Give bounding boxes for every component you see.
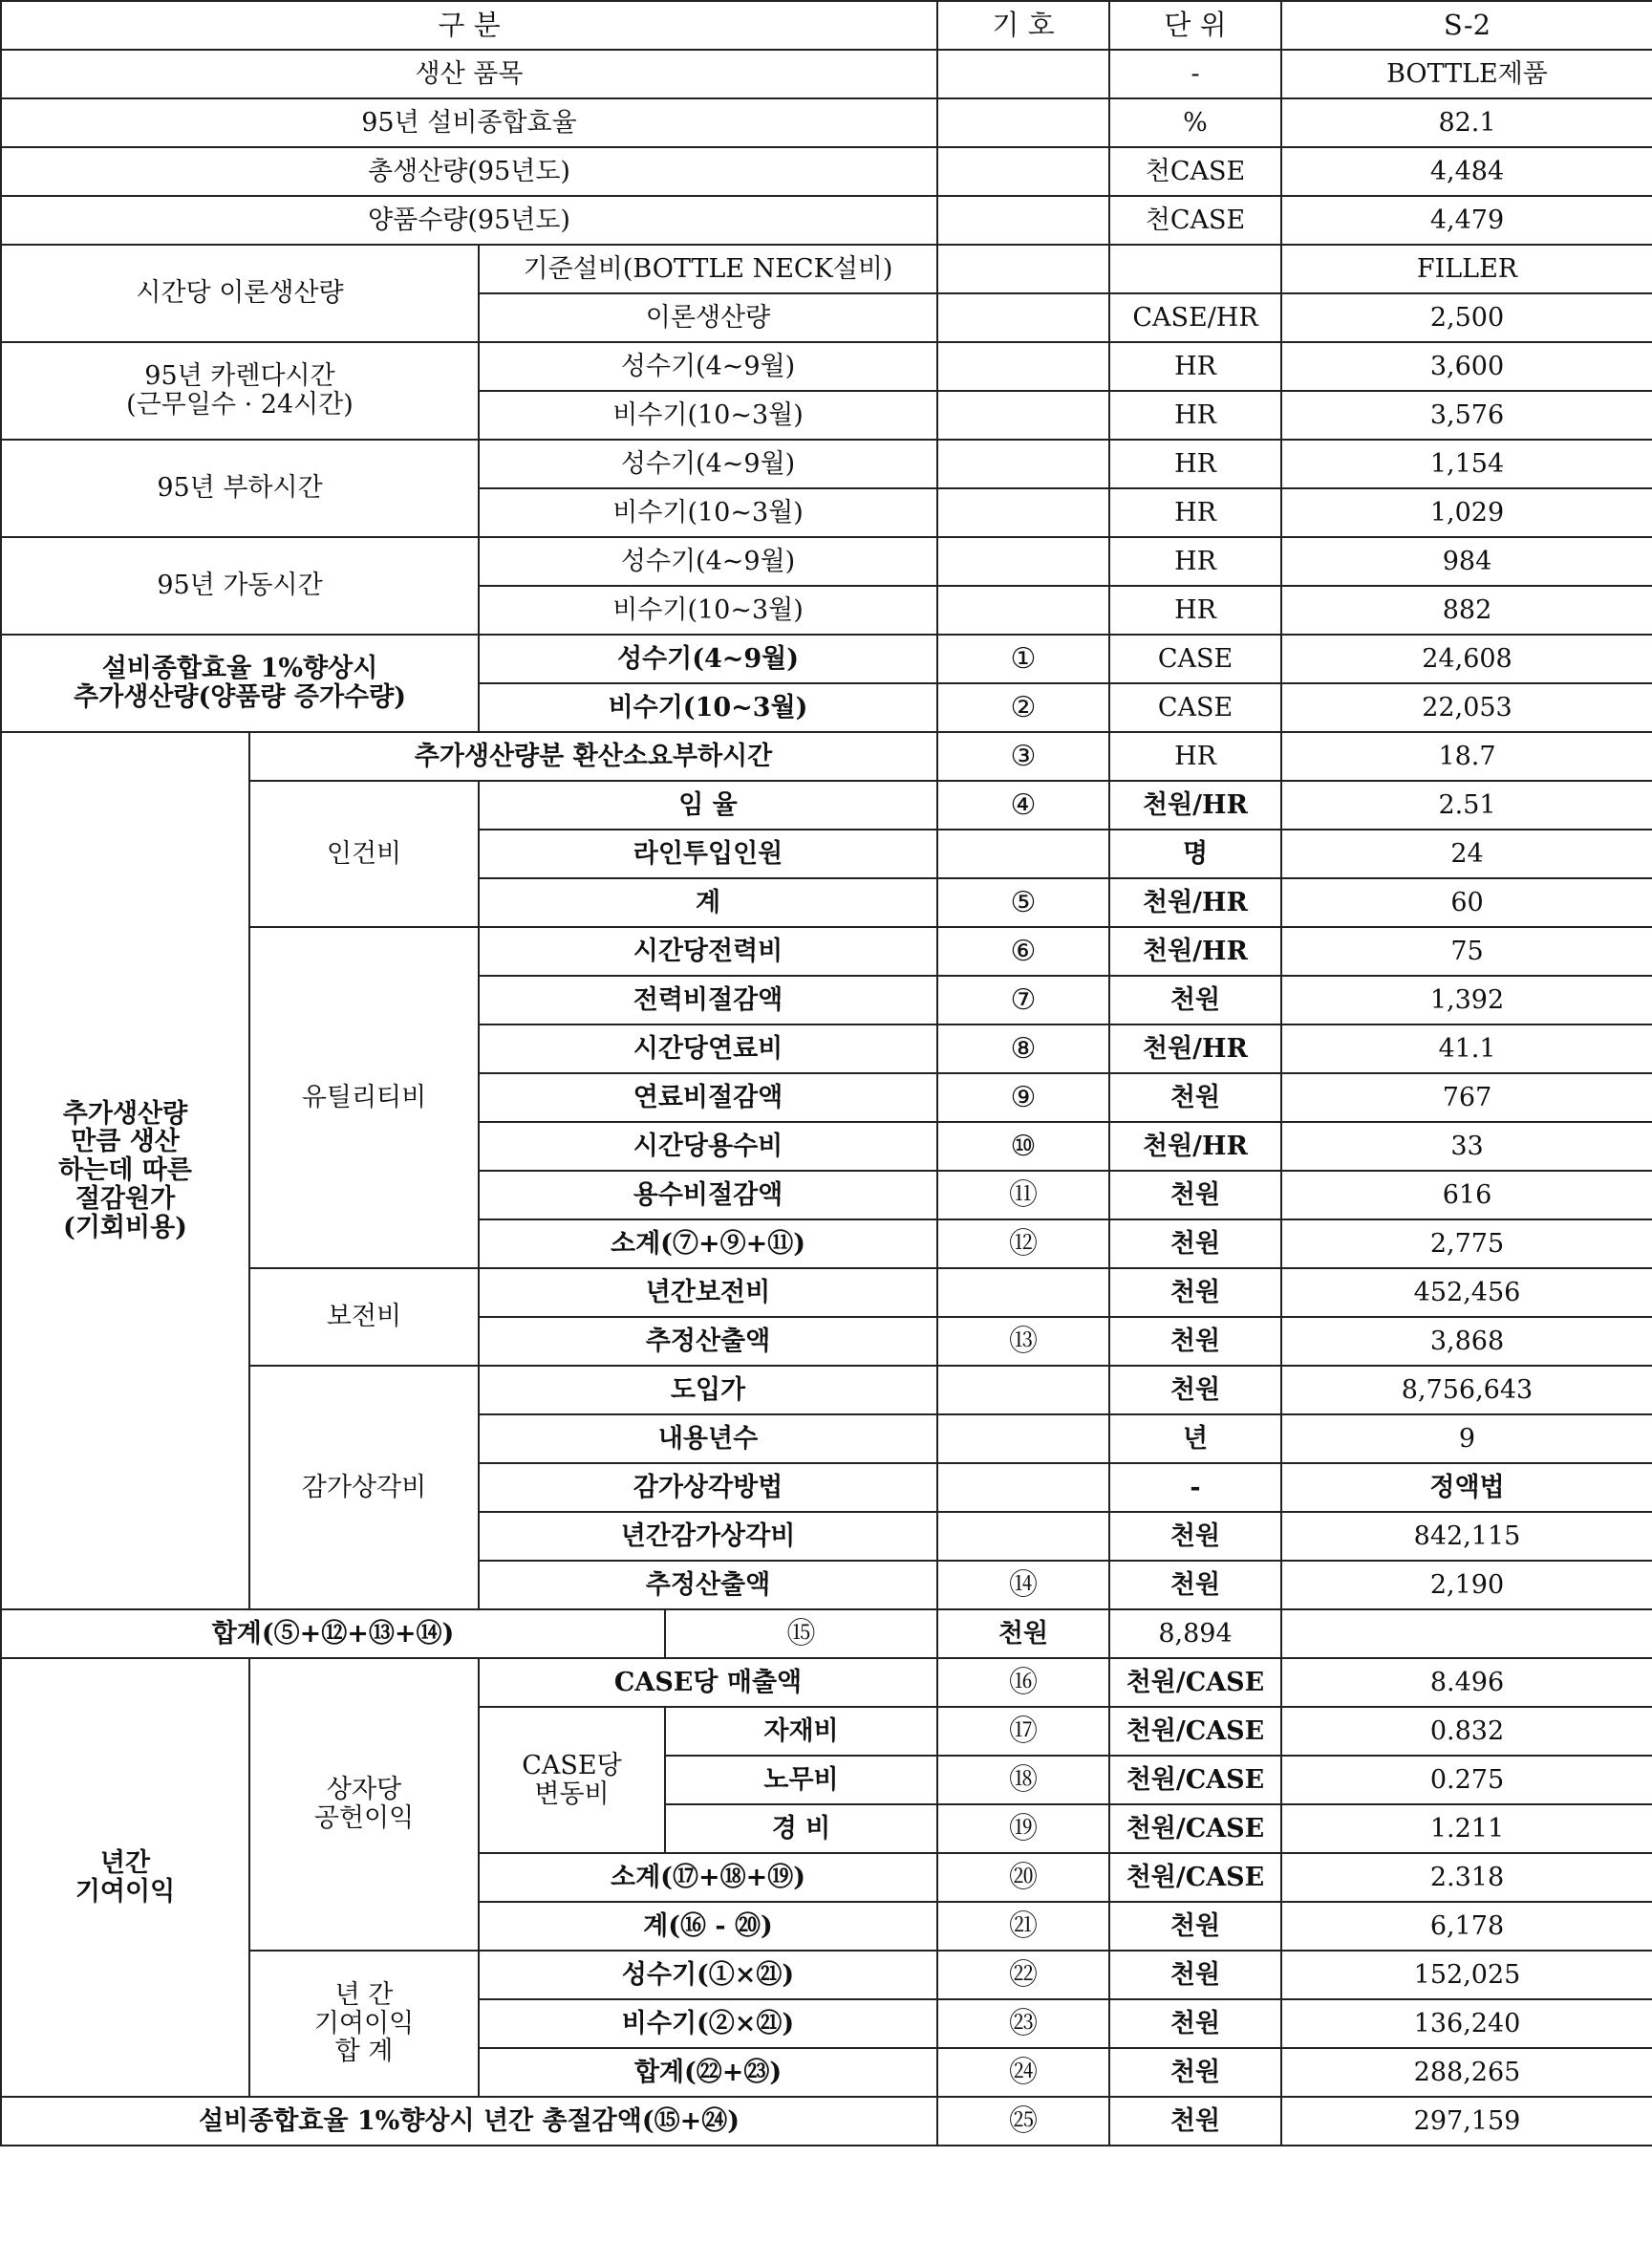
row-label: 용수비절감액: [479, 1171, 937, 1219]
row-symbol: [937, 50, 1109, 98]
table-row: [1, 342, 1652, 391]
header-category: 구 분: [1, 1, 937, 50]
row-value: 452,456: [1281, 1268, 1652, 1317]
table-row: [1, 927, 1652, 976]
row-unit: 천원/CASE: [1109, 1804, 1281, 1853]
row-unit: HR: [1109, 537, 1281, 586]
table-row: [1, 440, 1652, 488]
group-label: [1, 635, 479, 732]
row-label: 성수기(4~9월): [479, 342, 937, 391]
row-label: 비수기(②×㉑): [479, 1999, 937, 2048]
row-label: 비수기(10~3월): [479, 586, 937, 635]
row-value: 4,479: [1281, 196, 1652, 245]
row-unit: 천원: [1109, 1999, 1281, 2048]
row-value: 22,053: [1281, 683, 1652, 732]
row-unit: 천원/CASE: [1109, 1853, 1281, 1902]
group-label-line: 년 간: [334, 1979, 394, 2010]
row-label: 성수기(4~9월): [479, 537, 937, 586]
row-unit: [1109, 245, 1281, 293]
row-symbol: ⑮: [665, 1609, 937, 1658]
row-unit: 천원/CASE: [1109, 1658, 1281, 1707]
table-row: [1, 732, 1652, 781]
row-symbol: [937, 1268, 1109, 1317]
row-value: FILLER: [1281, 245, 1652, 293]
table-row: [1, 635, 1652, 683]
row-label: 년간보전비: [479, 1268, 937, 1317]
row-value: 1,029: [1281, 488, 1652, 537]
row-unit: %: [1109, 98, 1281, 147]
row-value: 정액법: [1281, 1463, 1652, 1512]
row-unit: 천원: [1109, 2097, 1281, 2146]
row-value: 0.275: [1281, 1756, 1652, 1804]
group-label-line: 년간: [99, 1847, 151, 1878]
row-unit: 천원: [937, 1609, 1109, 1658]
row-unit: 천원: [1109, 1561, 1281, 1609]
row-unit: 년: [1109, 1414, 1281, 1463]
row-unit: HR: [1109, 440, 1281, 488]
header-row: [1, 1, 1652, 50]
table-row: [1, 50, 1652, 98]
row-value: 60: [1281, 878, 1652, 927]
variable-cost-group-label: [479, 1707, 665, 1853]
row-value: 0.832: [1281, 1707, 1652, 1756]
row-value: 75: [1281, 927, 1652, 976]
row-symbol: [937, 488, 1109, 537]
row-unit: 천원/HR: [1109, 878, 1281, 927]
row-symbol: ㉓: [937, 1999, 1109, 2048]
group-label: 95년 가동시간: [1, 537, 479, 635]
savings-sum-label: 합계(⑤+⑫+⑬+⑭): [1, 1609, 665, 1658]
row-label: 소계(⑦+⑨+⑪): [479, 1219, 937, 1268]
row-unit: 명: [1109, 830, 1281, 878]
row-unit: 천원: [1109, 2048, 1281, 2097]
row-label: 계: [479, 878, 937, 927]
group-label-line: 추가생산량(양품량 증가수량): [74, 682, 406, 712]
row-label: 추정산출액: [479, 1317, 937, 1366]
row-unit: 천원: [1109, 1171, 1281, 1219]
row-symbol: ⑩: [937, 1122, 1109, 1171]
row-value: 1,154: [1281, 440, 1652, 488]
row-value: 18.7: [1281, 732, 1652, 781]
row-unit: 천원: [1109, 1951, 1281, 1999]
row-symbol: ⑲: [937, 1804, 1109, 1853]
row-value: 1.211: [1281, 1804, 1652, 1853]
row-symbol: ④: [937, 781, 1109, 830]
row-symbol: [937, 196, 1109, 245]
row-symbol: ⑭: [937, 1561, 1109, 1609]
row-value: 2.318: [1281, 1853, 1652, 1902]
row-unit: HR: [1109, 732, 1281, 781]
row-label: 감가상각방법: [479, 1463, 937, 1512]
row-symbol: [937, 98, 1109, 147]
row-unit: -: [1109, 50, 1281, 98]
row-unit: HR: [1109, 391, 1281, 440]
table-row: [1, 147, 1652, 196]
row-label: 비수기(10~3월): [479, 488, 937, 537]
row-label: 기준설비(BOTTLE NECK설비): [479, 245, 937, 293]
row-label: 비수기(10~3월): [479, 683, 937, 732]
row-symbol: ⑧: [937, 1024, 1109, 1073]
row-symbol: ⑳: [937, 1853, 1109, 1902]
row-unit: 천원: [1109, 976, 1281, 1024]
row-unit: 천원: [1109, 1902, 1281, 1951]
row-label: 소계(⑰+⑱+⑲): [479, 1853, 937, 1902]
row-label: 성수기(4~9월): [479, 440, 937, 488]
row-label: 연료비절감액: [479, 1073, 937, 1122]
utility-group-label: 유틸리티비: [249, 927, 479, 1268]
row-unit: HR: [1109, 488, 1281, 537]
group-label-line: 95년 카렌다시간: [144, 361, 335, 392]
row-symbol: ⑦: [937, 976, 1109, 1024]
row-label: 전력비절감액: [479, 976, 937, 1024]
row-value: 2,500: [1281, 293, 1652, 342]
row-unit: 천원: [1109, 1073, 1281, 1122]
row-label: 95년 설비종합효율: [1, 98, 937, 147]
row-symbol: ㉒: [937, 1951, 1109, 1999]
row-symbol: ⑬: [937, 1317, 1109, 1366]
row-unit: CASE: [1109, 683, 1281, 732]
row-label: 시간당연료비: [479, 1024, 937, 1073]
row-unit: 천원/CASE: [1109, 1756, 1281, 1804]
row-label: CASE당 매출액: [479, 1658, 937, 1707]
row-label: 이론생산량: [479, 293, 937, 342]
row-unit: 천원/HR: [1109, 927, 1281, 976]
row-value: 882: [1281, 586, 1652, 635]
row-symbol: [937, 1512, 1109, 1561]
savings-group-label: [1, 732, 249, 1609]
row-symbol: ⑫: [937, 1219, 1109, 1268]
row-value: 984: [1281, 537, 1652, 586]
row-label: 년간감가상각비: [479, 1512, 937, 1561]
row-value: 288,265: [1281, 2048, 1652, 2097]
row-value: 24: [1281, 830, 1652, 878]
row-symbol: ①: [937, 635, 1109, 683]
table-row: [1, 781, 1652, 830]
group-label: [1, 342, 479, 440]
row-unit: 천원: [1109, 1366, 1281, 1414]
row-unit: CASE/HR: [1109, 293, 1281, 342]
group-label-line: 만큼 생산: [71, 1127, 180, 1157]
row-symbol: [937, 293, 1109, 342]
row-label: 성수기(①×㉑): [479, 1951, 937, 1999]
group-label-line: 기여이익: [75, 1876, 176, 1907]
row-symbol: ③: [937, 732, 1109, 781]
row-unit: 천원/CASE: [1109, 1707, 1281, 1756]
group-label-line: 절감원가: [75, 1183, 176, 1214]
row-symbol: ㉕: [937, 2097, 1109, 2146]
row-label: 양품수량(95년도): [1, 196, 937, 245]
row-symbol: ⑨: [937, 1073, 1109, 1122]
group-label-line: 기여이익: [313, 2008, 415, 2038]
grand-total-row: [1, 2097, 1652, 2146]
row-unit: 천원: [1109, 1512, 1281, 1561]
row-symbol: [937, 537, 1109, 586]
header-value: S-2: [1281, 1, 1652, 50]
group-label-line: 변동비: [534, 1779, 610, 1809]
row-label: 성수기(4~9월): [479, 635, 937, 683]
row-unit: CASE: [1109, 635, 1281, 683]
row-value: 6,178: [1281, 1902, 1652, 1951]
row-symbol: ⑰: [937, 1707, 1109, 1756]
row-value: 1,392: [1281, 976, 1652, 1024]
table-row: [1, 1609, 1652, 1658]
row-symbol: [937, 1366, 1109, 1414]
row-value: 3,576: [1281, 391, 1652, 440]
row-symbol: ②: [937, 683, 1109, 732]
row-label: 자재비: [665, 1707, 937, 1756]
row-unit: 천원: [1109, 1317, 1281, 1366]
row-symbol: [937, 391, 1109, 440]
row-value: 2,775: [1281, 1219, 1652, 1268]
group-label-line: 공헌이익: [313, 1803, 415, 1833]
row-unit: HR: [1109, 342, 1281, 391]
row-value: 8,894: [1109, 1609, 1281, 1658]
row-unit: 천원/HR: [1109, 1122, 1281, 1171]
row-value: 2,190: [1281, 1561, 1652, 1609]
header-symbol: 기 호: [937, 1, 1109, 50]
row-value: 152,025: [1281, 1951, 1652, 1999]
row-unit: HR: [1109, 586, 1281, 635]
table-row: [1, 1951, 1652, 1999]
row-unit: 천원: [1109, 1268, 1281, 1317]
table-row: [1, 537, 1652, 586]
group-label-line: 합 계: [334, 2037, 394, 2067]
row-label: 시간당전력비: [479, 927, 937, 976]
row-value: 82.1: [1281, 98, 1652, 147]
group-label: 95년 부하시간: [1, 440, 479, 537]
row-value: BOTTLE제품: [1281, 50, 1652, 98]
row-value: 3,600: [1281, 342, 1652, 391]
row-value: 3,868: [1281, 1317, 1652, 1366]
table-row: [1, 1658, 1652, 1707]
row-label: 임 율: [479, 781, 937, 830]
row-label: 노무비: [665, 1756, 937, 1804]
row-unit: 천CASE: [1109, 196, 1281, 245]
row-symbol: [937, 1463, 1109, 1512]
row-symbol: ⑪: [937, 1171, 1109, 1219]
row-label: 내용년수: [479, 1414, 937, 1463]
row-value: 8.496: [1281, 1658, 1652, 1707]
row-label: 경 비: [665, 1804, 937, 1853]
table-row: [1, 98, 1652, 147]
row-value: 136,240: [1281, 1999, 1652, 2048]
row-symbol: [937, 586, 1109, 635]
row-value: 41.1: [1281, 1024, 1652, 1073]
row-label: 총생산량(95년도): [1, 147, 937, 196]
row-label: 계(⑯ - ⑳): [479, 1902, 937, 1951]
row-symbol: [937, 245, 1109, 293]
row-unit: 천원: [1109, 1219, 1281, 1268]
row-symbol: ㉔: [937, 2048, 1109, 2097]
row-value: 4,484: [1281, 147, 1652, 196]
row-value: 616: [1281, 1171, 1652, 1219]
row-label: 라인투입인원: [479, 830, 937, 878]
row-value: 297,159: [1281, 2097, 1652, 2146]
row-value: 767: [1281, 1073, 1652, 1122]
annual-contribution-group-label: [249, 1951, 479, 2097]
row-value: 2.51: [1281, 781, 1652, 830]
depreciation-group-label: 감가상각비: [249, 1366, 479, 1609]
contribution-group-label: [1, 1658, 249, 2097]
grand-total-label: 설비종합효율 1%향상시 년간 총절감액(⑮+㉔): [1, 2097, 937, 2146]
row-symbol: ⑱: [937, 1756, 1109, 1804]
row-label: 생산 품목: [1, 50, 937, 98]
table-row: [1, 196, 1652, 245]
row-label: 도입가: [479, 1366, 937, 1414]
per-case-group-label: [249, 1658, 479, 1951]
row-symbol: [937, 342, 1109, 391]
row-unit: -: [1109, 1463, 1281, 1512]
row-label: 비수기(10~3월): [479, 391, 937, 440]
group-label-line: (기회비용): [63, 1212, 187, 1242]
row-label: 시간당용수비: [479, 1122, 937, 1171]
maintenance-group-label: 보전비: [249, 1268, 479, 1366]
row-unit: 천CASE: [1109, 147, 1281, 196]
row-symbol: ⑤: [937, 878, 1109, 927]
row-value: 8,756,643: [1281, 1366, 1652, 1414]
row-label: 추가생산량분 환산소요부하시간: [249, 732, 937, 781]
row-value: 33: [1281, 1122, 1652, 1171]
row-unit: 천원/HR: [1109, 1024, 1281, 1073]
group-label-line: 설비종합효율 1%향상시: [101, 654, 378, 684]
row-symbol: [937, 830, 1109, 878]
header-unit: 단 위: [1109, 1, 1281, 50]
labor-group-label: 인건비: [249, 781, 479, 927]
row-symbol: ⑥: [937, 927, 1109, 976]
row-value: 842,115: [1281, 1512, 1652, 1561]
row-label: 추정산출액: [479, 1561, 937, 1609]
row-symbol: ㉑: [937, 1902, 1109, 1951]
group-label-line: (근무일수 · 24시간): [126, 390, 354, 420]
group-label-line: 추가생산량: [62, 1098, 188, 1129]
row-symbol: [937, 440, 1109, 488]
table-row: [1, 1268, 1652, 1317]
group-label-line: 하는데 따른: [58, 1155, 192, 1186]
group-label-line: 상자당: [326, 1775, 402, 1805]
row-value: 9: [1281, 1414, 1652, 1463]
row-unit: 천원/HR: [1109, 781, 1281, 830]
row-symbol: [937, 1414, 1109, 1463]
table-row: [1, 1366, 1652, 1414]
group-label-line: CASE당: [522, 1750, 622, 1780]
table-row: [1, 245, 1652, 293]
row-value: 24,608: [1281, 635, 1652, 683]
group-label: 시간당 이론생산량: [1, 245, 479, 342]
row-symbol: ⑯: [937, 1658, 1109, 1707]
row-label: 합계(㉒+㉓): [479, 2048, 937, 2097]
row-symbol: [937, 147, 1109, 196]
